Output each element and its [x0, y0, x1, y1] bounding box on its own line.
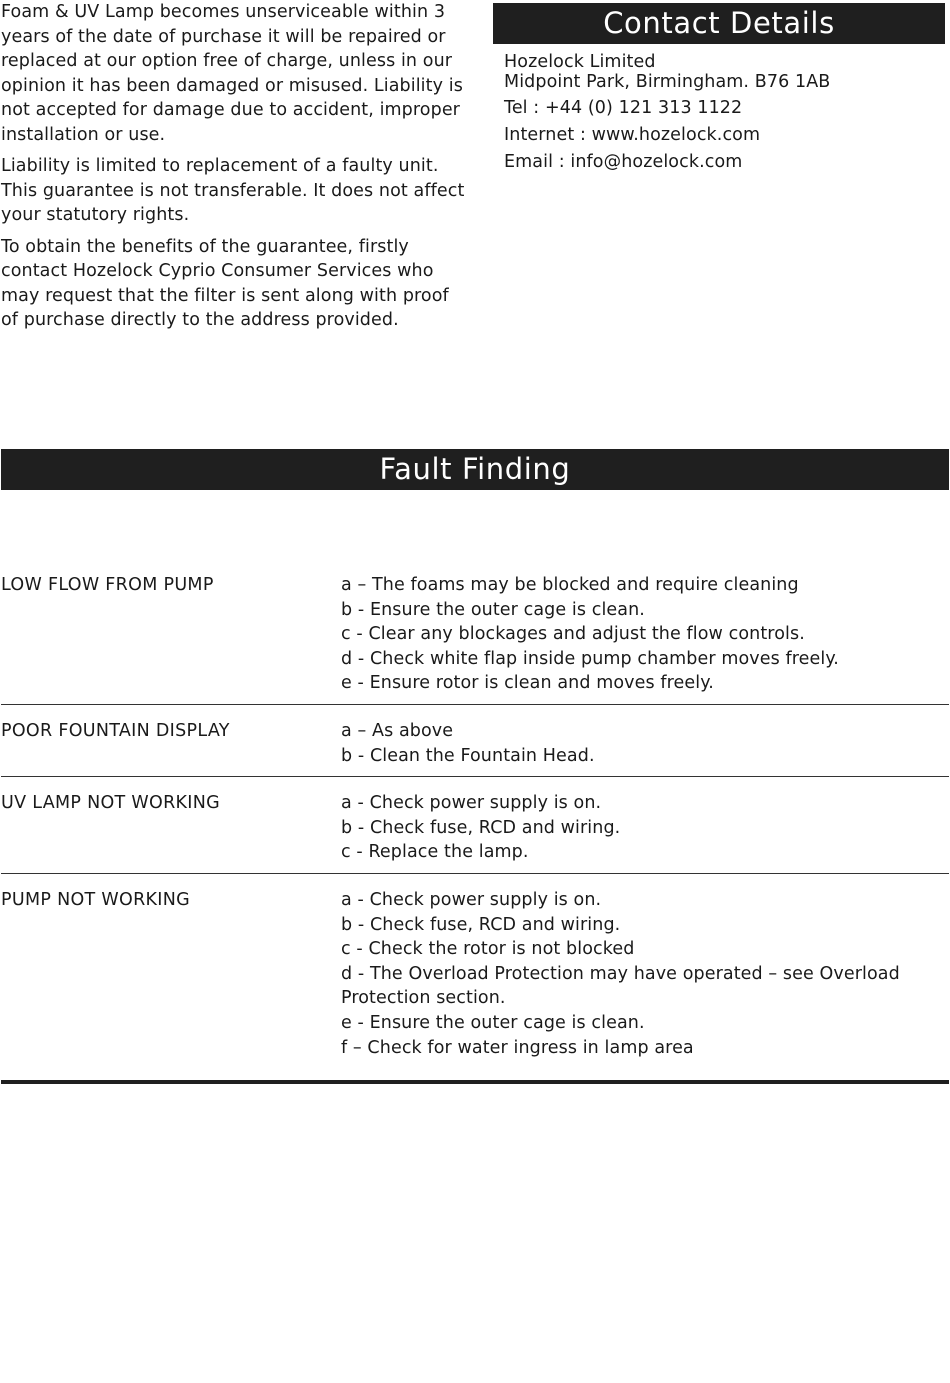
table-row [1, 719, 949, 777]
fault-step: b - Clean the Fountain Head. [341, 745, 595, 766]
fault-finding-heading: Fault Finding [1, 449, 949, 490]
fault-steps [341, 791, 949, 865]
fault-steps [341, 719, 949, 768]
fault-steps [341, 573, 949, 696]
fault-step: a - Check power supply is on. [341, 889, 602, 910]
fault-name: POOR FOUNTAIN DISPLAY [1, 720, 230, 741]
fault-step: a - Check power supply is on. [341, 793, 602, 814]
email: Email : info@hozelock.com [504, 152, 743, 172]
fault-name: UV LAMP NOT WORKING [1, 793, 221, 814]
fault-step: c - Clear any blockages and adjust the flow controls. [341, 624, 805, 645]
fault-step: b - Ensure the outer cage is clean. [341, 599, 645, 620]
fault-step: f – Check for water ingress in lamp area [341, 1037, 694, 1058]
fault-step: c - Replace the lamp. [341, 842, 529, 863]
fault-step: b - Check fuse, RCD and wiring. [341, 914, 621, 935]
fault-step: b - Check fuse, RCD and wiring. [341, 817, 621, 838]
fault-step: a – The foams may be blocked and require cleaning [341, 575, 799, 595]
guarantee-paragraph: To obtain the benefits of the guarantee, firstly contact Hozelock Cyprio Consumer Services who may request that the filter is sent along with proof of purchase directly to the address provided. [1, 236, 449, 330]
website: Internet : www.hozelock.com [504, 125, 761, 145]
company-address: Midpoint Park, Birmingham. B76 1AB [504, 72, 831, 92]
fault-step: c - Check the rotor is not blocked [341, 939, 635, 960]
fault-step: e - Ensure rotor is clean and moves freely. [341, 673, 714, 694]
fault-finding-table [1, 573, 949, 1084]
table-row [1, 888, 949, 1084]
guarantee-paragraph: Foam & UV Lamp becomes unserviceable within 3 years of the date of purchase it will be repaired or replaced at our option free of charge, unless in our opinion it has been damaged or misused. Liability is not accepted for damage due to accident, improper installation or use. [1, 2, 463, 145]
contact-details-section [493, 3, 945, 173]
guarantee-paragraph: Liability is limited to replacement of a faulty unit. This guarantee is not transferable. It does not affect your statutory rights. [1, 156, 465, 225]
fault-step: a – As above [341, 720, 454, 741]
fault-name: LOW FLOW FROM PUMP [1, 575, 214, 595]
company-name: Hozelock Limited [504, 52, 656, 72]
contact-details-body [493, 44, 945, 173]
guarantee-section [1, 0, 471, 340]
fault-steps [341, 888, 949, 1060]
fault-finding-section [1, 449, 949, 490]
fault-step: e - Ensure the outer cage is clean. [341, 1012, 645, 1033]
fault-step: d - The Overload Protection may have operated – see Overload Protection section. [341, 963, 900, 1009]
fault-step: d - Check white flap inside pump chamber moves freely. [341, 648, 839, 669]
table-row [1, 791, 949, 874]
telephone: Tel : +44 (0) 121 313 1122 [504, 98, 743, 118]
table-row [1, 573, 949, 705]
fault-name: PUMP NOT WORKING [1, 889, 191, 910]
contact-details-heading: Contact Details [493, 3, 945, 44]
